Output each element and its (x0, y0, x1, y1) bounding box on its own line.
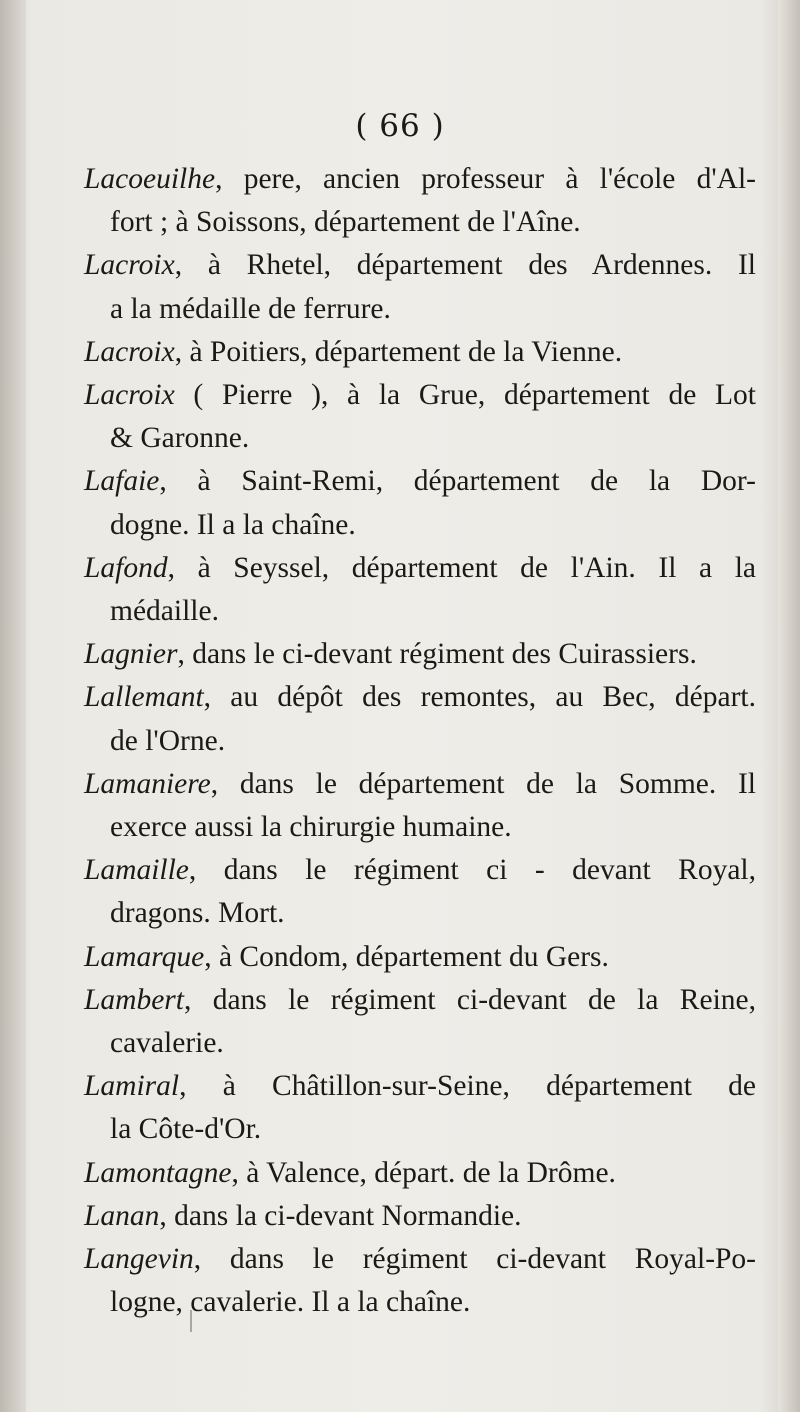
list-item (84, 374, 756, 460)
list-item (84, 979, 756, 1065)
page-number: ( 66 ) (355, 108, 445, 144)
entry-text-continued: la Côte-d'Or. (110, 1113, 262, 1146)
entry-text-continued: médaille. (110, 595, 219, 628)
list-item (84, 676, 756, 762)
entry-text: , pere, ancien professeur à l'école d'Al- (215, 163, 756, 195)
entry-name: Lamarque (84, 940, 205, 973)
entry-text: , dans le ci-devant régiment des Cuirassiers. (177, 638, 697, 671)
entry-text-continued: cavalerie. (110, 1027, 224, 1060)
entry-text: , à Saint-Remi, département de la Dor- (159, 465, 756, 498)
entry-name: Lamiral (84, 1070, 180, 1103)
list-item (84, 158, 756, 244)
entry-text-continued: de l'Orne. (110, 724, 226, 757)
entry-name: Lagnier (84, 638, 178, 671)
entry-text-continued: & Garonne. (110, 422, 250, 455)
entry-text: , à Rhetel, département des Ardennes. Il (174, 249, 756, 282)
list-item (84, 936, 756, 979)
entry-text: , à Condom, département du Gers. (204, 940, 609, 973)
entry-text-continued: fort ; à Soissons, département de l'Aîne. (110, 206, 581, 239)
entry-name: Langevin (84, 1243, 194, 1276)
page-left-edge-shadow (0, 0, 26, 1412)
entry-name: Lacroix (84, 335, 175, 368)
ink-mark (190, 1310, 202, 1332)
list-item (84, 1195, 756, 1238)
list-item (84, 849, 756, 935)
entry-text-continued: dogne. Il a la chaîne. (110, 508, 356, 541)
entry-name: Lacoeuilhe (84, 163, 216, 195)
entry-text: , à Châtillon-sur-Seine, département de (179, 1070, 756, 1103)
entry-text: , dans le régiment ci-devant de la Reine, (183, 983, 756, 1016)
list-item (84, 1238, 756, 1324)
entry-text: , à Valence, départ. de la Drôme. (231, 1156, 616, 1189)
entry-name: Lacroix (84, 249, 175, 282)
entry-text: , à Poitiers, département de la Vienne. (174, 335, 623, 368)
entry-text: , dans la ci-devant Normandie. (159, 1199, 522, 1232)
list-item (84, 763, 756, 849)
entry-name: Lanan (84, 1199, 160, 1232)
entry-text-continued: exerce aussi la chirurgie humaine. (110, 811, 512, 844)
list-item (84, 460, 756, 546)
entry-list (84, 158, 756, 1324)
entry-text: , au dépôt des remontes, au Bec, départ. (203, 681, 756, 714)
entry-text: ( Pierre ), à la Grue, département de Lot (174, 379, 756, 412)
page-right-edge-shadow (778, 0, 800, 1412)
entry-name: Lamontagne (84, 1156, 232, 1189)
entry-text-continued: dragons. Mort. (110, 897, 285, 930)
entry-name: Lambert (84, 983, 184, 1016)
entry-name: Lallemant (84, 681, 204, 714)
entry-text: , à Seyssel, département de l'Ain. Il a la (167, 551, 756, 584)
list-item (84, 331, 756, 374)
entry-name: Lamaille (84, 854, 189, 887)
entry-text: , dans le régiment ci-devant Royal-Po- (193, 1243, 756, 1276)
entry-name: Lacroix (84, 379, 175, 412)
entry-name: Lafond (84, 551, 168, 584)
entry-name: Lamaniere (84, 767, 211, 800)
list-item (84, 1065, 756, 1151)
entry-name: Lafaie (84, 465, 160, 498)
entry-text-continued: logne, cavalerie. Il a la chaîne. (110, 1286, 471, 1319)
entry-text: , dans le régiment ci - devant Royal, (188, 854, 756, 887)
list-item (84, 633, 756, 676)
entry-text-continued: a la médaille de ferrure. (110, 292, 391, 325)
list-item (84, 547, 756, 633)
list-item (84, 1152, 756, 1195)
entry-text: , dans le département de la Somme. Il (210, 767, 756, 800)
list-item (84, 244, 756, 330)
